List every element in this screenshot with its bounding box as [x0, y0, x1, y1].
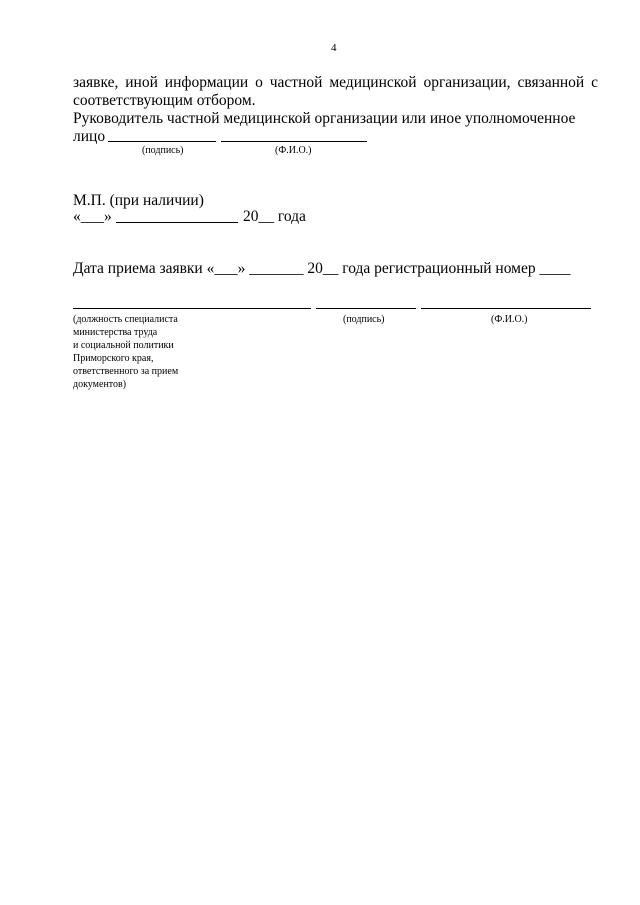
caption-line: министерства труда	[73, 327, 158, 338]
specialist-name-line	[421, 308, 591, 309]
specialist-signature-line	[316, 308, 416, 309]
name-line	[221, 141, 367, 142]
page-number: 4	[331, 42, 337, 54]
paragraph-line-2: соответствующим отбором.	[73, 92, 256, 109]
seal-date-month-line	[116, 222, 238, 223]
specialist-position-caption	[73, 313, 178, 391]
caption-line: Приморского края,	[73, 353, 154, 364]
caption-line: и социальной политики	[73, 340, 174, 351]
head-signature-title: Руководитель частной медицинской организации или иное уполномоченное	[73, 110, 576, 127]
signature-line	[108, 141, 216, 142]
caption-line: документов)	[73, 379, 127, 390]
head-signature-caption: (подпись)	[142, 145, 184, 156]
specialist-position-line	[73, 308, 311, 309]
seal-date-year: 20__ года	[243, 208, 306, 225]
specialist-name-caption: (Ф.И.О.)	[491, 314, 528, 325]
receipt-date-line: Дата приема заявки «___» _______ 20__ года регистрационный номер ____	[73, 260, 571, 277]
caption-line: (должность специалиста	[73, 314, 178, 325]
head-name-caption: (Ф.И.О.)	[275, 145, 312, 156]
paragraph-line-1: заявке, иной информации о частной медицинской организации, связанной с	[73, 74, 598, 91]
head-signature-person: лицо	[73, 128, 106, 145]
caption-line: ответственного за прием	[73, 366, 179, 377]
seal-label: М.П. (при наличии)	[73, 192, 204, 209]
specialist-signature-caption: (подпись)	[343, 314, 385, 325]
seal-date-day: «___»	[73, 208, 112, 225]
